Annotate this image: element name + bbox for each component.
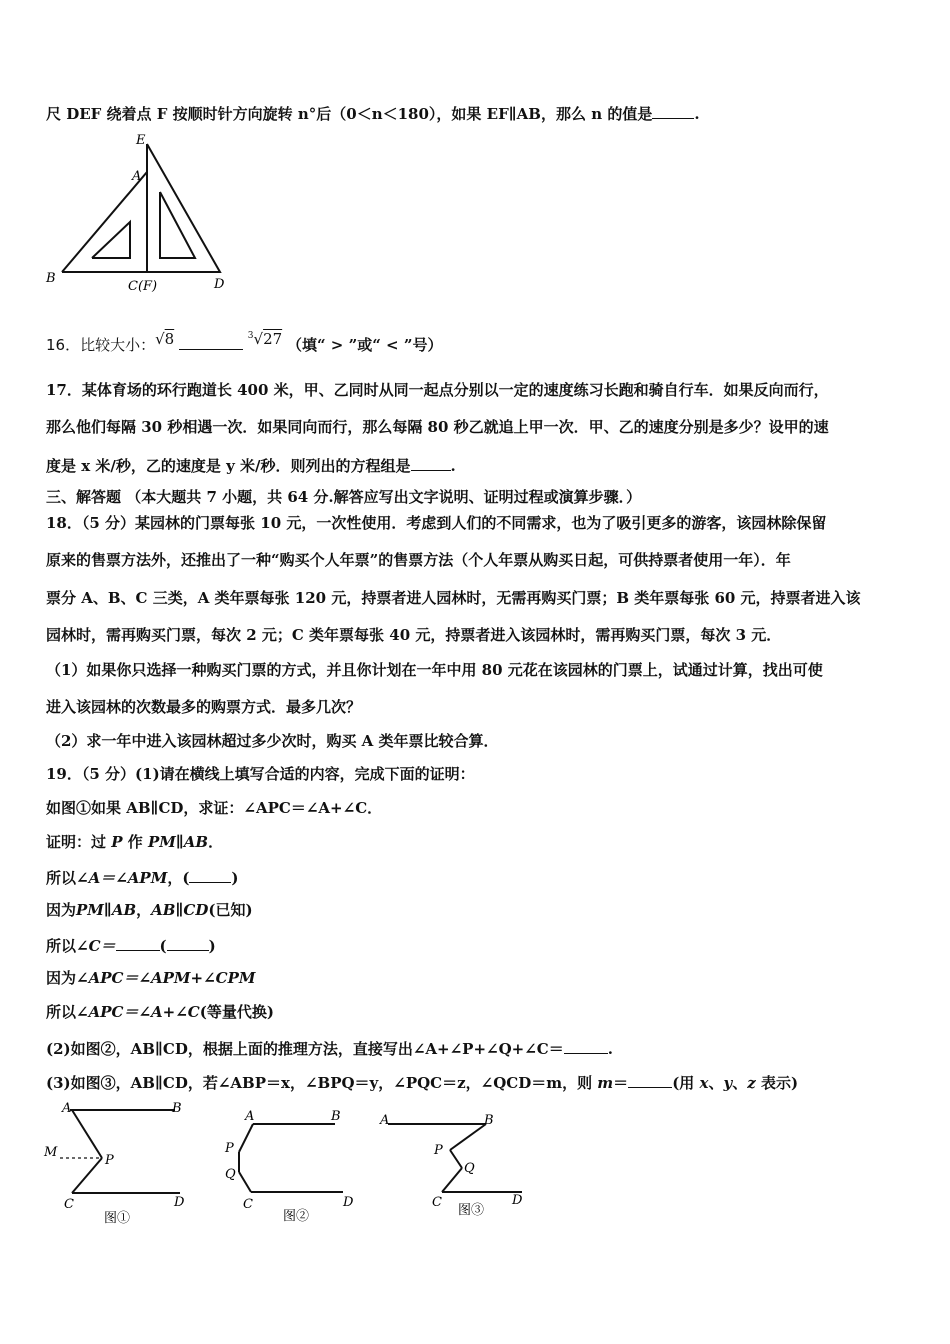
sqrt8: √8 [155, 330, 175, 348]
fig3-line-bp [450, 1124, 486, 1150]
q18-line6: 进入该园林的次数最多的购票方式．最多几次？ [46, 698, 362, 716]
fig3-label-C: C [432, 1195, 442, 1210]
fig1-line-pc [72, 1158, 102, 1193]
fig1-line-ap [72, 1110, 102, 1158]
fig3-label-Q: Q [464, 1161, 475, 1176]
q18-line5: （1）如果你只选择一种购买门票的方式，并且你计划在一年中用 80 元花在该园林的门票上，试通过计算，找出可使 [46, 661, 823, 679]
q17-line3: 度是 x 米/秒，乙的速度是 y 米/秒．则列出的方程组是 . [46, 454, 456, 476]
cbrt27: $^3$√27 [247, 330, 283, 348]
label-D: D [214, 277, 225, 292]
fig1-label-D: D [174, 1195, 185, 1210]
triangle-def-inner [160, 192, 195, 258]
q17-line1: 17．某体育场的环行跑道长 400 米，甲、乙同时从同一起点分别以一定的速度练习长跑和骑自行车．如果反向而行， [46, 381, 829, 399]
fig2-label-A: A [245, 1109, 255, 1124]
q18-line4: 园林时，需再购买门票，每次 2 元；C 类年票每张 40 元，持票者进入该园林时，需再购买门票，每次 3 元． [46, 626, 782, 644]
fig3-line-pq [450, 1150, 462, 1168]
q19-line8: 所以∠APC＝∠A+∠C(等量代换) [46, 1003, 274, 1021]
fig1-caption: 图① [104, 1211, 131, 1226]
fig3-label-P: P [434, 1143, 443, 1158]
q17-answer-blank[interactable] [411, 454, 451, 471]
q18-line7: （2）求一年中进入该园林超过多少次时，购买 A 类年票比较合算． [46, 732, 499, 750]
fig1-label-B: B [172, 1101, 182, 1116]
fig1-label-A: A [62, 1101, 72, 1116]
q19-blank-angle[interactable] [116, 934, 160, 951]
fig3-label-A: A [380, 1113, 390, 1128]
section3-heading: 三、解答题 （本大题共 7 小题，共 64 分.解答应写出文字说明、证明过程或演算步骤．） [46, 488, 642, 506]
fig3-line-qc [442, 1168, 462, 1192]
fig1-label-M: M [44, 1145, 58, 1160]
fig2-label-P: P [225, 1141, 234, 1156]
q18-line2: 原来的售票方法外，还推出了一种“购买个人年票”的售票方法（个人年票从购买日起，可供持票者使用一年）．年 [46, 551, 791, 569]
q19-blank-reason2[interactable] [167, 934, 209, 951]
q17-line2: 那么他们每隔 30 秒相遇一次．如果同向而行，那么每隔 80 秒乙就追上甲一次．甲、乙的速度分别是多少？设甲的速 [46, 418, 829, 436]
fig1-label-P: P [105, 1153, 114, 1168]
q15-line: 尺 DEF 绕着点 F 按顺时针方向旋转 n°后（0＜n＜180），如果 EF∥AB，那么 n 的值是 . [46, 102, 700, 124]
figure-2 [215, 1106, 365, 1228]
fig2-line-ap [239, 1124, 253, 1152]
fig2-caption: 图② [283, 1209, 310, 1224]
triangle-figure [40, 130, 240, 295]
label-E: E [136, 133, 146, 148]
q19-line5: 因为PM∥AB，AB∥CD(已知) [46, 901, 253, 919]
q19-blank-part2[interactable] [564, 1037, 608, 1054]
fig2-label-C: C [243, 1197, 253, 1212]
fig3-label-D: D [512, 1193, 523, 1208]
q19-line1: 19．（5 分）(1)请在横线上填写合适的内容，完成下面的证明： [46, 765, 475, 783]
q19-line7: 因为∠APC＝∠APM+∠CPM [46, 969, 256, 987]
q19-line10: (3)如图③，AB∥CD，若∠ABP＝x，∠BPQ＝y，∠PQC＝z，∠QCD＝m，则 m＝ (用 x、y、z 表示) [46, 1071, 798, 1093]
q18-line3: 票分 A、B、C 三类，A 类年票每张 120 元，持票者进人园林时，无需再购买门票；B 类年票每张 60 元，持票者进入该 [46, 589, 861, 607]
q19-blank-reason1[interactable] [189, 866, 231, 883]
figure-3 [372, 1106, 542, 1228]
fig3-caption: 图③ [458, 1203, 485, 1218]
fig1-label-C: C [64, 1197, 74, 1212]
triangle-def [147, 144, 220, 272]
q16-answer-blank[interactable] [179, 333, 243, 350]
q15-text: 尺 DEF 绕着点 F 按顺时针方向旋转 n°后（0＜n＜180），如果 EF∥AB，那么 n 的值是 [46, 105, 653, 123]
q16-line [46, 332, 442, 355]
q19-line3: 证明：过 P 作 PM∥AB． [46, 833, 224, 851]
label-B: B [46, 271, 56, 286]
q19-line6: 所以∠C＝ ( ) [46, 934, 216, 956]
fig2-label-B: B [331, 1109, 341, 1124]
fig2-label-Q: Q [225, 1167, 236, 1182]
label-A: A [132, 169, 142, 184]
fig2-line-qc [239, 1172, 251, 1192]
q16-suffix: （填“ > ”或“ < ”号） [286, 336, 443, 354]
q19-line2: 如图①如果 AB∥CD，求证：∠APC＝∠A+∠C． [46, 799, 383, 817]
q16-prefix: 16．比较大小： [46, 336, 156, 354]
q19-blank-part3[interactable] [628, 1071, 672, 1088]
label-CF: C(F) [128, 279, 158, 294]
triangle-abc-inner [92, 222, 130, 258]
fig2-label-D: D [343, 1195, 354, 1210]
q19-line9: (2)如图②，AB∥CD，根据上面的推理方法，直接写出∠A+∠P+∠Q+∠C＝ . [46, 1037, 613, 1059]
q18-line1: 18．（5 分）某园林的门票每张 10 元，一次性使用．考虑到人们的不同需求，也为了吸引更多的游客，该园林除保留 [46, 514, 827, 532]
fig3-label-B: B [484, 1113, 494, 1128]
figure-1 [40, 1098, 200, 1228]
q15-answer-blank[interactable] [652, 102, 694, 119]
q19-line4: 所以∠A＝∠APM，( ) [46, 866, 239, 888]
